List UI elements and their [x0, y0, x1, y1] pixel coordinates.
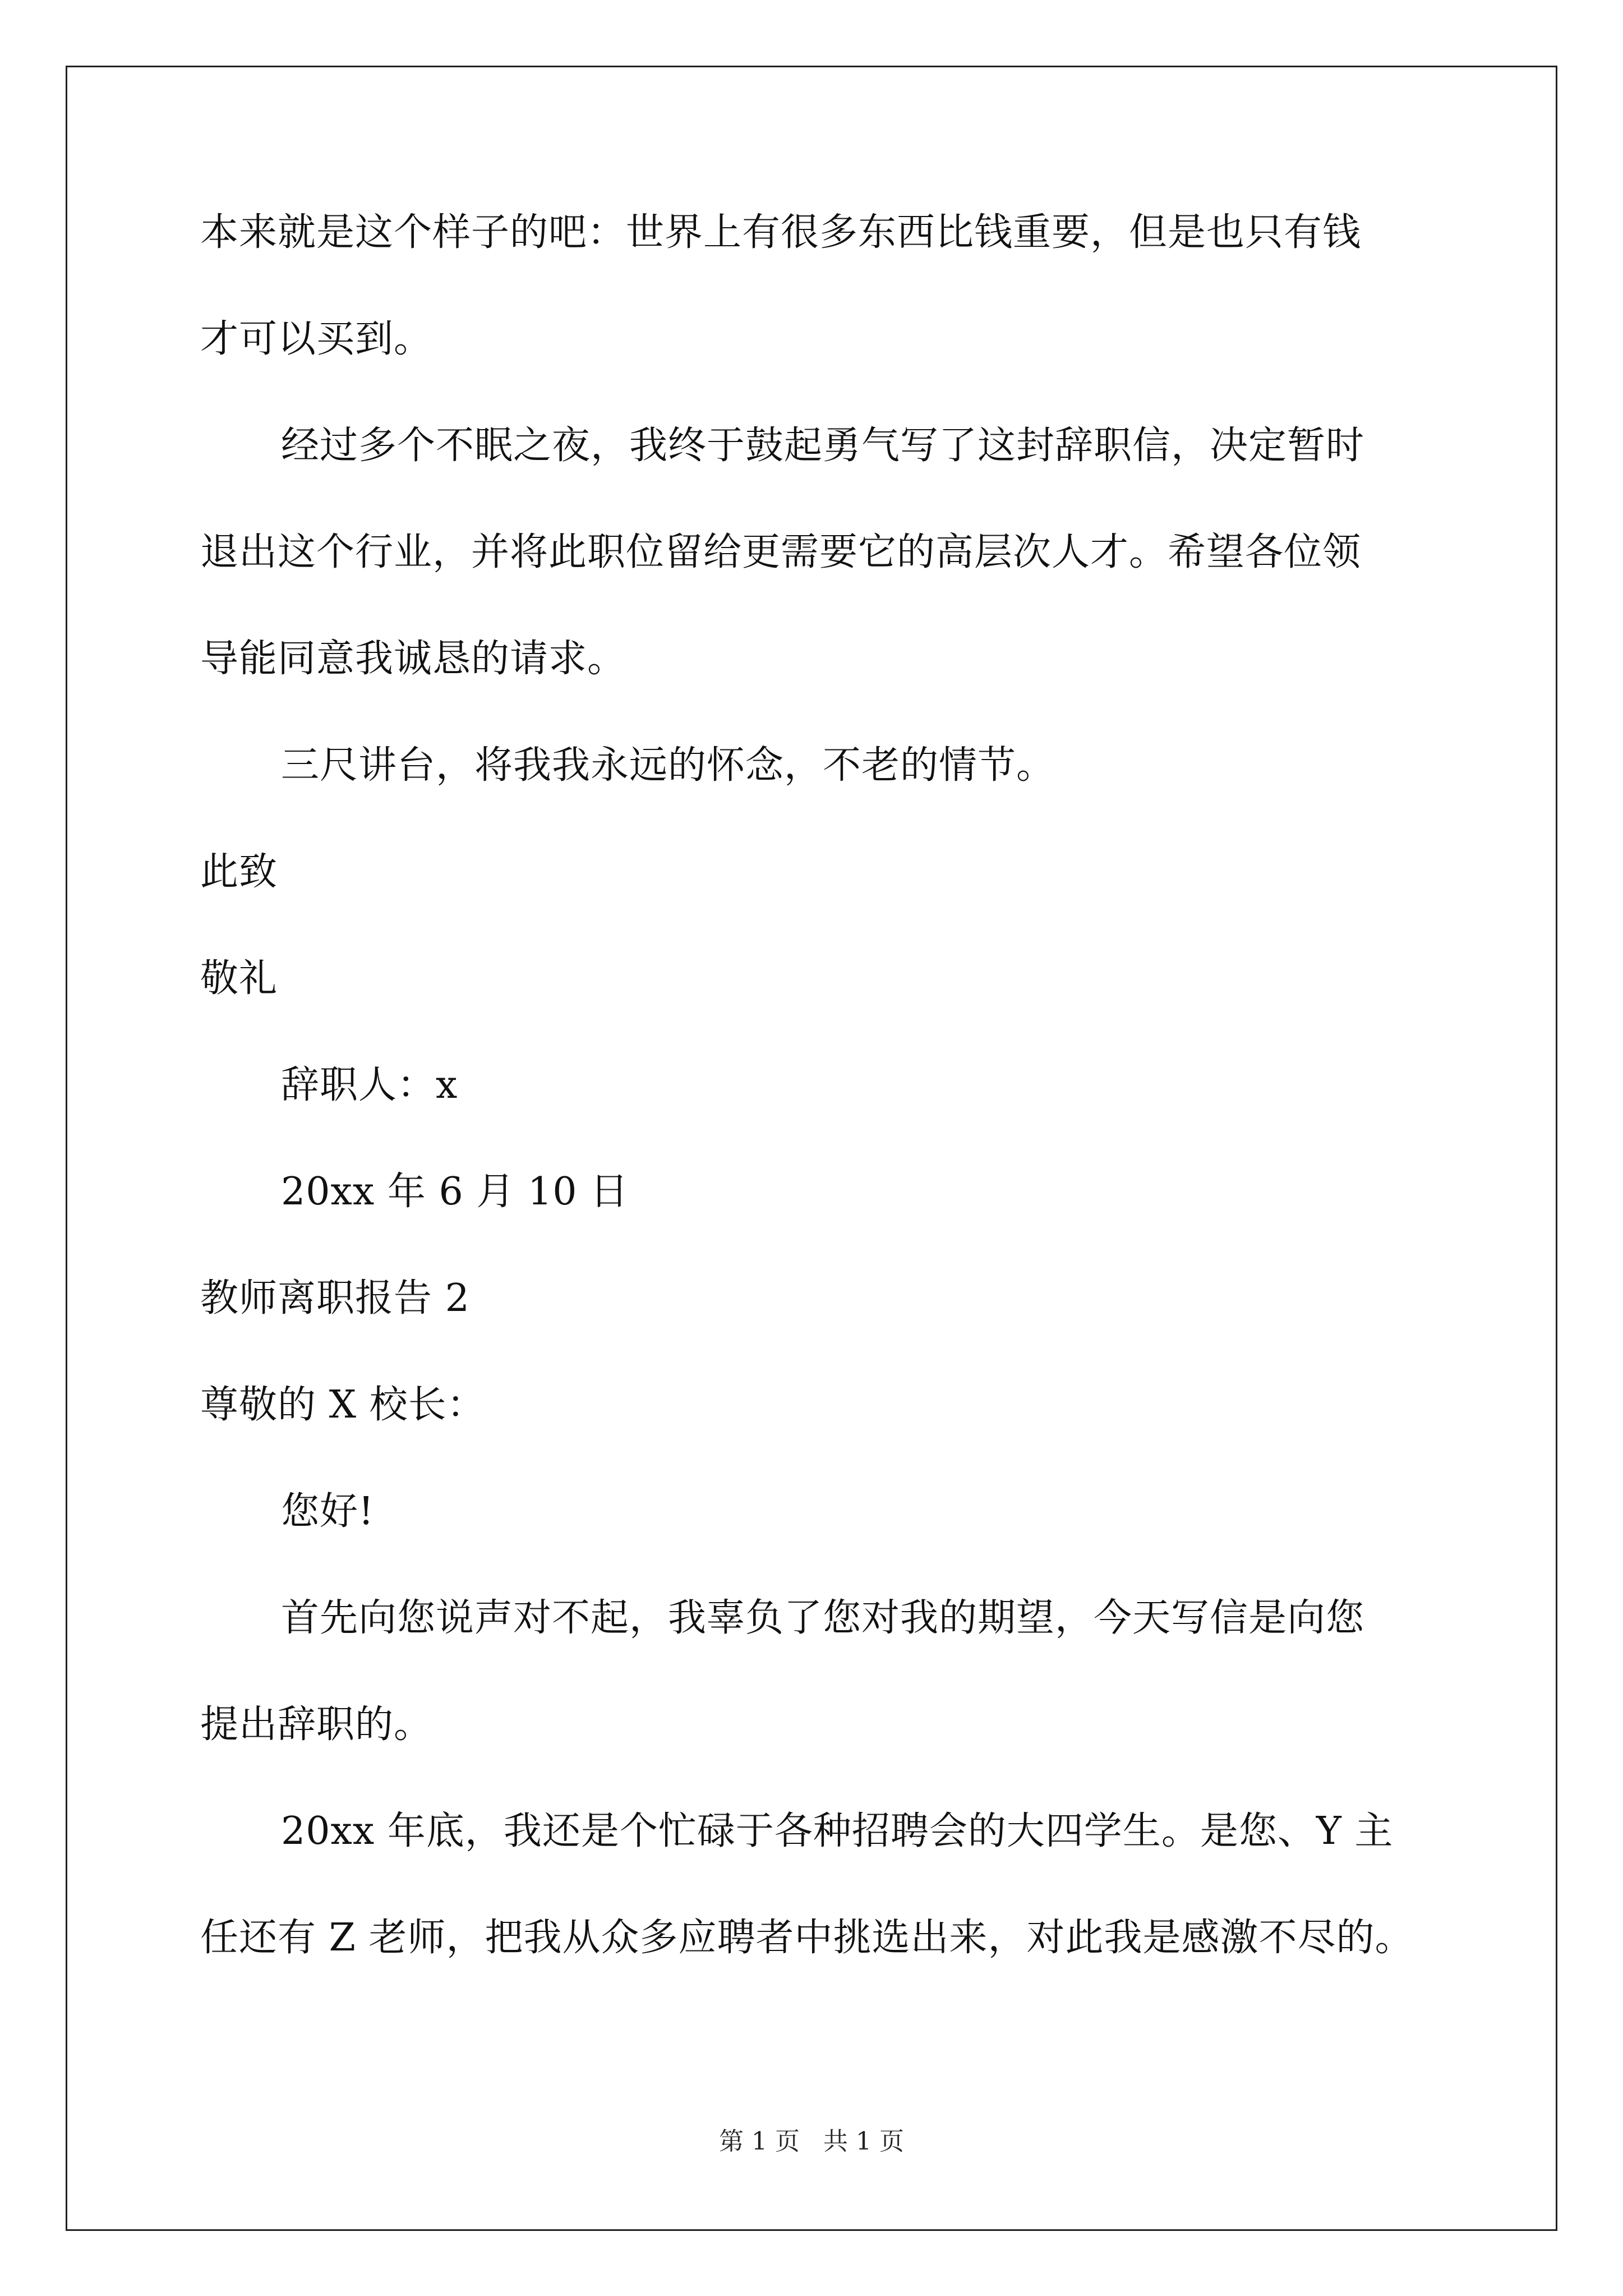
paragraph-line: 提出辞职的。 [200, 1703, 433, 1747]
date-line: 20xx 年 6 月 10 日 [281, 1170, 629, 1214]
closing-salutation: 此致 [200, 850, 278, 894]
closing-regards: 敬礼 [200, 956, 278, 1001]
paragraph-line: 才可以买到。 [200, 317, 433, 361]
paragraph-line: 经过多个不眠之夜，我终于鼓起勇气写了这封辞职信，决定暂时 [281, 424, 1365, 468]
paragraph-line: 退出这个行业，并将此职位留给更需要它的高层次人才。希望各位领 [200, 530, 1362, 574]
signature-line: 辞职人：x [281, 1063, 458, 1107]
paragraph-line: 20xx 年底，我还是个忙碌于各种招聘会的大四学生。是您、Y 主 [281, 1809, 1394, 1853]
page-border [66, 66, 1557, 2231]
paragraph-line: 导能同意我诚恳的请求。 [200, 637, 626, 681]
paragraph-line: 首先向您说声对不起，我辜负了您对我的期望，今天写信是向您 [281, 1596, 1365, 1640]
section-title: 教师离职报告 2 [200, 1276, 470, 1320]
greeting-hello: 您好! [281, 1489, 375, 1534]
greeting-line: 尊敬的 X 校长： [200, 1383, 486, 1427]
paragraph-line: 任还有 Z 老师，把我从众多应聘者中挑选出来，对此我是感激不尽的。 [200, 1916, 1414, 1960]
paragraph-line: 本来就是这个样子的吧：世界上有很多东西比钱重要，但是也只有钱 [200, 210, 1362, 255]
paragraph-line: 三尺讲台，将我我永远的怀念，不老的情节。 [281, 743, 1055, 788]
page-number-footer: 第 1 页 共 1 页 [719, 2127, 904, 2156]
